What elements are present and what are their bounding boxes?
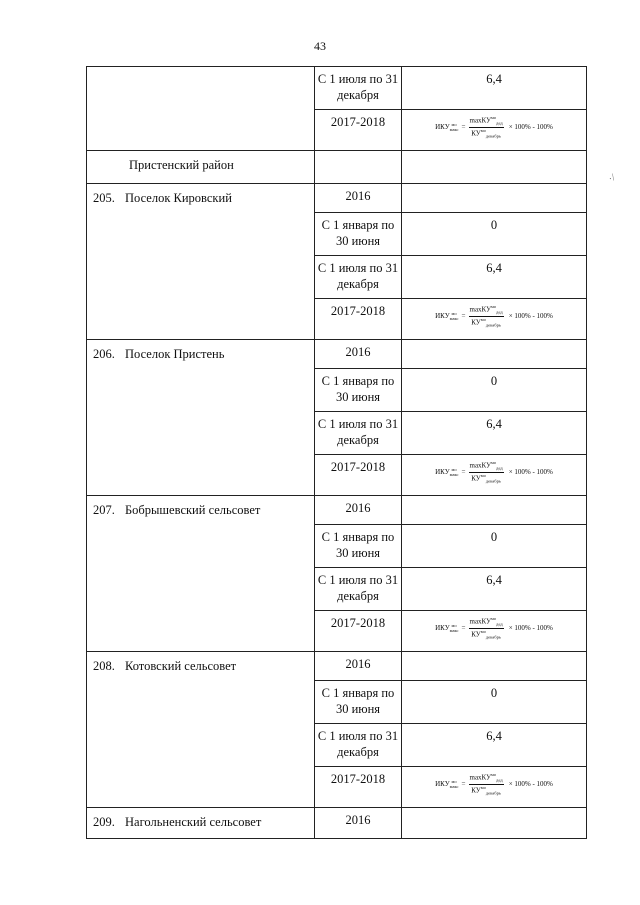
value-cell: [402, 151, 587, 184]
formula-rhs: × 100% - 100%: [508, 624, 553, 633]
formula-cell: [402, 611, 587, 652]
period-cell: С 1 июля по 31 декабря: [315, 568, 402, 611]
settlement-label: Бобрышевский сельсовет: [125, 503, 261, 517]
formula: [402, 303, 586, 328]
region-name: Пристенский район: [87, 151, 315, 184]
period-cell: 2017-2018: [315, 611, 402, 652]
formula-numerator-base: maxКУ: [469, 305, 492, 314]
settlement-name: [87, 808, 315, 839]
formula-numerator-sup: мо: [491, 304, 497, 309]
formula-cell: [402, 299, 587, 340]
formula-numerator: [469, 305, 504, 317]
formula-denominator-sup: мо: [480, 785, 486, 791]
value-cell: 6,4: [402, 256, 587, 299]
value-cell: [402, 496, 587, 525]
row-number: 206.: [93, 347, 115, 361]
formula-lhs: [435, 780, 458, 789]
table-row: [87, 652, 587, 681]
formula-denominator-base: КУ: [471, 786, 481, 795]
formula-lhs: [435, 624, 458, 633]
formula-lhs-sub: макс: [449, 471, 459, 477]
formula-fraction: [469, 617, 504, 640]
settlement-label: Котовский сельсовет: [125, 659, 237, 673]
formula-lhs: [435, 468, 458, 477]
formula-lhs-base: ИКУ: [435, 624, 450, 633]
period-cell: С 1 июля по 31 декабря: [315, 412, 402, 455]
formula-lhs-sub: макс: [449, 315, 459, 321]
formula-cell: [402, 110, 587, 151]
formula: [402, 771, 586, 796]
scan-mark: ·/: [606, 172, 618, 185]
formula-denominator-sup: мо: [480, 128, 486, 134]
formula-lhs-base: ИКУ: [435, 468, 450, 477]
formula-rhs: × 100% - 100%: [508, 780, 553, 789]
value-cell: 0: [402, 525, 587, 568]
formula-lhs-sup: мо: [451, 623, 457, 629]
formula-numerator: [469, 116, 504, 128]
formula-denominator-sub: декабрь: [485, 478, 501, 484]
formula-numerator-sub: дед: [496, 120, 503, 126]
period-cell: С 1 июля по 31 декабря: [315, 256, 402, 299]
formula-cell: [402, 455, 587, 496]
formula-denominator-sub: декабрь: [485, 634, 501, 640]
table-row: [87, 151, 587, 184]
period-cell: С 1 января по 30 июня: [315, 213, 402, 256]
formula-lhs: [435, 312, 458, 321]
formula-lhs-base: ИКУ: [435, 780, 450, 789]
formula-lhs-scripts: [450, 312, 459, 321]
formula-denominator: [470, 128, 502, 139]
formula-denominator-sub: декабрь: [485, 790, 501, 796]
period-cell: С 1 января по 30 июня: [315, 525, 402, 568]
settlement-name: [87, 496, 315, 652]
value-cell: [402, 652, 587, 681]
formula-denominator-base: КУ: [471, 318, 481, 327]
formula-rhs: × 100% - 100%: [508, 123, 553, 132]
row-number: 207.: [93, 503, 115, 517]
table-row: [87, 496, 587, 525]
formula-lhs-sup: мо: [451, 779, 457, 785]
table-row: [87, 184, 587, 213]
period-cell: С 1 января по 30 июня: [315, 681, 402, 724]
formula: [402, 459, 586, 484]
formula-denominator-sub: декабрь: [485, 322, 501, 328]
period-cell: [315, 151, 402, 184]
value-cell: [402, 808, 587, 839]
formula-denominator-base: КУ: [471, 129, 481, 138]
formula-denominator: [470, 785, 502, 796]
period-cell: 2017-2018: [315, 455, 402, 496]
formula-numerator-sup: мо: [491, 460, 497, 465]
name-cell: [87, 67, 315, 151]
period-cell: 2016: [315, 184, 402, 213]
formula-denominator-sup: мо: [480, 317, 486, 323]
formula-lhs-scripts: [450, 123, 459, 132]
formula-numerator-sup: мо: [491, 616, 497, 621]
formula-lhs-sup: мо: [451, 311, 457, 317]
formula-rhs: × 100% - 100%: [508, 468, 553, 477]
formula-denominator-sup: мо: [480, 473, 486, 479]
formula-numerator-base: maxКУ: [469, 116, 492, 125]
table-row: [87, 340, 587, 369]
period-cell: 2016: [315, 496, 402, 525]
formula-lhs-sub: макс: [449, 783, 459, 789]
formula-numerator-sup: мо: [491, 772, 497, 777]
formula-numerator-sub: дед: [496, 621, 503, 627]
period-cell: 2017-2018: [315, 299, 402, 340]
formula-cell: [402, 767, 587, 808]
formula-eq: =: [461, 780, 466, 789]
period-cell: 2016: [315, 652, 402, 681]
formula: [402, 114, 586, 139]
period-cell: С 1 января по 30 июня: [315, 369, 402, 412]
period-cell: 2017-2018: [315, 767, 402, 808]
formula-lhs-scripts: [450, 780, 459, 789]
table-row: [87, 67, 587, 110]
formula-fraction: [469, 116, 504, 139]
value-cell: 6,4: [402, 724, 587, 767]
formula-denominator: [470, 473, 502, 484]
period-cell: 2017-2018: [315, 110, 402, 151]
formula-lhs-scripts: [450, 468, 459, 477]
value-cell: [402, 340, 587, 369]
formula-denominator-base: КУ: [471, 630, 481, 639]
value-cell: [402, 184, 587, 213]
formula-denominator: [470, 629, 502, 640]
tariff-table: [86, 66, 587, 839]
value-cell: 6,4: [402, 67, 587, 110]
formula-rhs: × 100% - 100%: [508, 312, 553, 321]
table-row: [87, 808, 587, 839]
formula-lhs-scripts: [450, 624, 459, 633]
formula-eq: =: [461, 312, 466, 321]
settlement-name: [87, 184, 315, 340]
settlement-label: Поселок Пристень: [125, 347, 225, 361]
formula-denominator: [470, 317, 502, 328]
value-cell: 0: [402, 681, 587, 724]
formula-lhs-base: ИКУ: [435, 312, 450, 321]
formula-eq: =: [461, 624, 466, 633]
period-cell: 2016: [315, 340, 402, 369]
formula-numerator-base: maxКУ: [469, 617, 492, 626]
row-number: 205.: [93, 191, 115, 205]
formula-numerator-sub: дед: [496, 465, 503, 471]
formula-eq: =: [461, 123, 466, 132]
page-number: 43: [314, 39, 326, 53]
formula-numerator-sup: мо: [491, 115, 497, 120]
formula-lhs: [435, 123, 458, 132]
value-cell: 0: [402, 369, 587, 412]
formula-numerator: [469, 617, 504, 629]
formula-denominator-sup: мо: [480, 629, 486, 635]
formula-numerator-sub: дед: [496, 309, 503, 315]
row-number: 209.: [93, 815, 115, 829]
settlement-name: [87, 340, 315, 496]
row-number: 208.: [93, 659, 115, 673]
formula-numerator: [469, 461, 504, 473]
formula-denominator-base: КУ: [471, 474, 481, 483]
settlement-label: Поселок Кировский: [125, 191, 232, 205]
formula-lhs-sub: макс: [449, 627, 459, 633]
formula-denominator-sub: декабрь: [485, 133, 501, 139]
formula-fraction: [469, 305, 504, 328]
value-cell: 6,4: [402, 412, 587, 455]
period-cell: С 1 июля по 31 декабря: [315, 67, 402, 110]
formula: [402, 615, 586, 640]
value-cell: 6,4: [402, 568, 587, 611]
formula-lhs-sup: мо: [451, 122, 457, 128]
formula-fraction: [469, 773, 504, 796]
settlement-name: [87, 652, 315, 808]
formula-fraction: [469, 461, 504, 484]
formula-numerator: [469, 773, 504, 785]
formula-lhs-base: ИКУ: [435, 123, 450, 132]
formula-numerator-base: maxКУ: [469, 773, 492, 782]
period-cell: 2016: [315, 808, 402, 839]
formula-lhs-sup: мо: [451, 467, 457, 473]
value-cell: 0: [402, 213, 587, 256]
formula-numerator-sub: дед: [496, 777, 503, 783]
formula-eq: =: [461, 468, 466, 477]
formula-lhs-sub: макс: [449, 126, 459, 132]
settlement-label: Нагольненский сельсовет: [125, 815, 262, 829]
formula-numerator-base: maxКУ: [469, 461, 492, 470]
period-cell: С 1 июля по 31 декабря: [315, 724, 402, 767]
